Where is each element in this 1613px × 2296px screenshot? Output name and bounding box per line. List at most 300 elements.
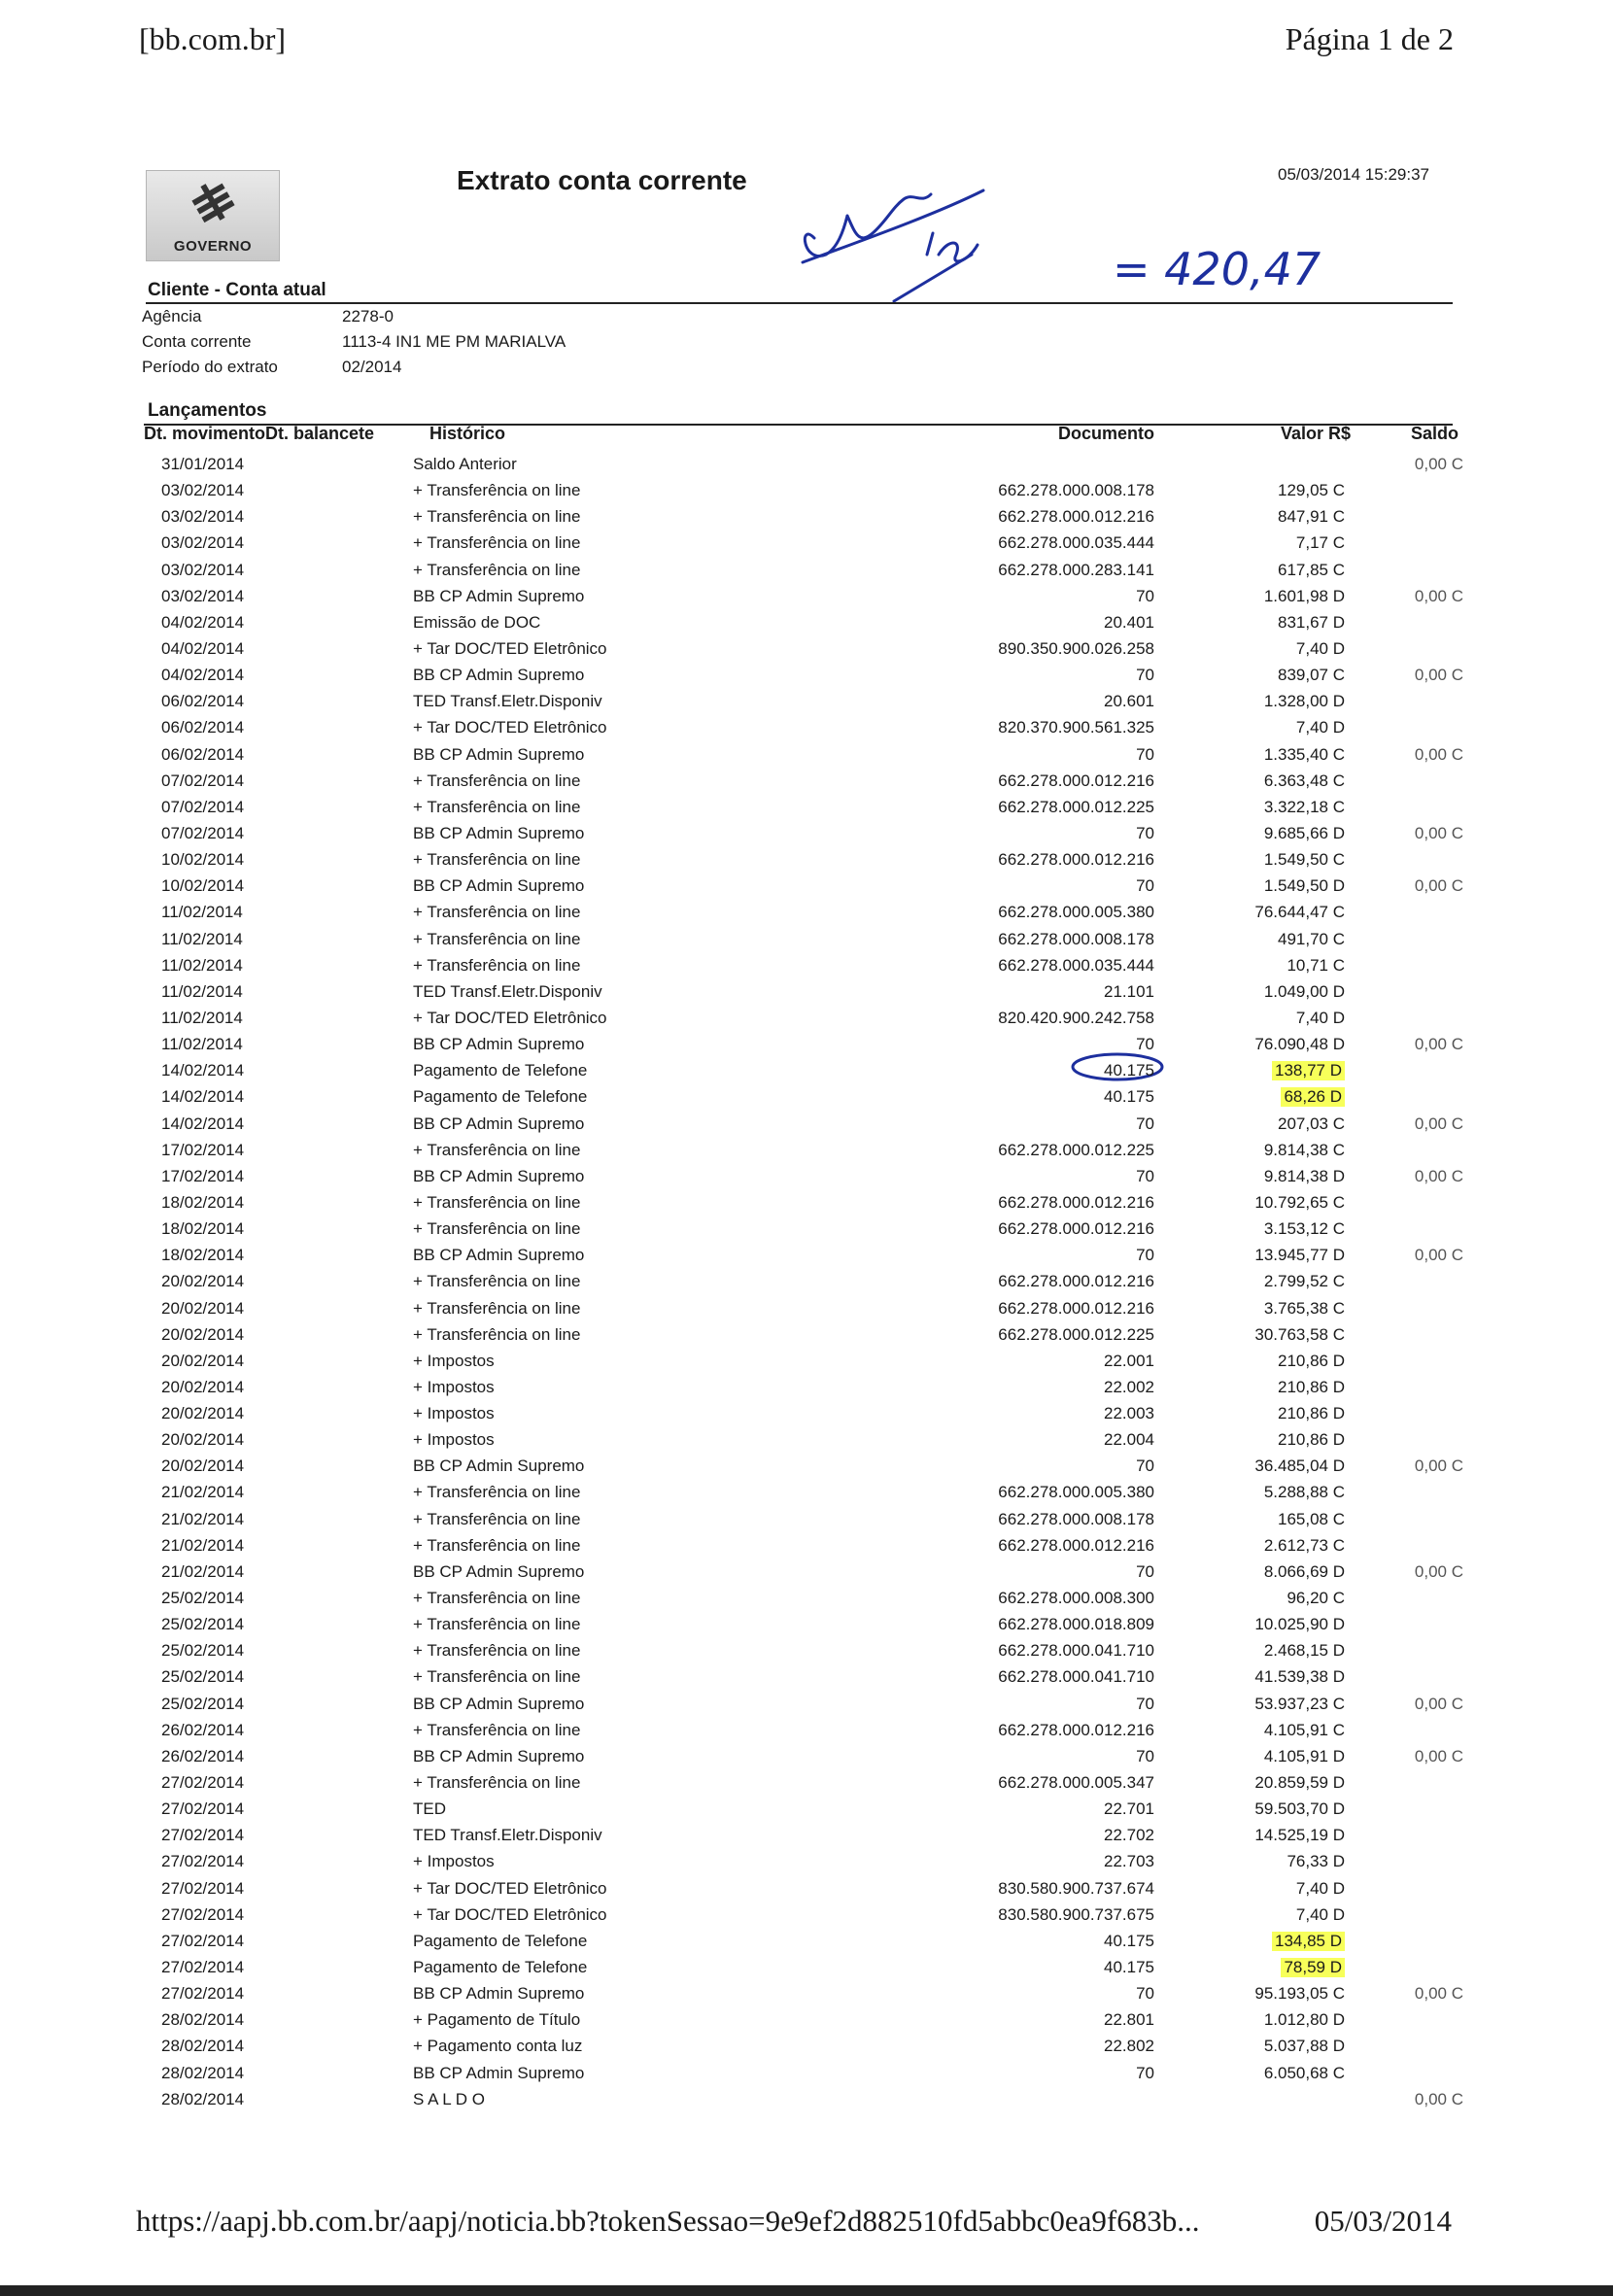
cell-historico: + Transferência on line [413,1509,581,1528]
cell-historico: + Impostos [413,1377,495,1396]
cell-historico: + Transferência on line [413,955,581,975]
footer-url: https://aapj.bb.com.br/aapj/noticia.bb?tokenSessao=9e9ef2d882510fd5abbc0ea9f683b... [136,2204,1200,2238]
cell-valor: 7,40 D [1295,638,1345,658]
cell-historico: + Tar DOC/TED Eletrônico [413,718,607,737]
cell-documento: 70 [1136,1456,1154,1476]
cell-historico: BB CP Admin Supremo [413,1035,585,1054]
cell-historico: + Transferência on line [413,1192,581,1212]
cell-date: 14/02/2014 [161,1114,245,1133]
cell-date: 27/02/2014 [161,1958,245,1977]
table-row [0,1692,1613,1718]
cell-date: 20/02/2014 [161,1456,245,1476]
table-row [0,1849,1613,1875]
cell-documento: 662.278.000.012.216 [998,850,1154,870]
cell-valor: 207,03 C [1278,1114,1345,1133]
page-title: Extrato conta corrente [457,165,747,195]
table-row [0,452,1613,478]
cell-documento: 662.278.000.012.216 [998,1272,1154,1291]
table-row [0,769,1613,795]
table-row [0,1955,1613,1981]
agencia-label: Agência [142,307,202,326]
table-row [0,1164,1613,1190]
cell-documento: 22.001 [1104,1351,1154,1370]
cell-historico: + Impostos [413,1351,495,1370]
cell-valor: 3.322,18 C [1263,797,1345,816]
cell-valor: 1.549,50 C [1263,850,1345,870]
table-row [0,1084,1613,1111]
cell-historico: BB CP Admin Supremo [413,823,585,842]
transactions-table [0,452,1613,2113]
cell-date: 25/02/2014 [161,1615,245,1634]
cell-date: 10/02/2014 [161,876,245,896]
cell-date: 11/02/2014 [161,903,243,922]
cell-historico: BB CP Admin Supremo [413,1746,585,1765]
cell-valor: 20.859,59 D [1254,1773,1345,1793]
cell-date: 28/02/2014 [161,2010,245,2030]
cell-valor: 839,07 C [1278,666,1345,685]
cell-valor: 3.765,38 C [1263,1298,1345,1318]
cell-valor: 95.193,05 C [1254,1984,1345,2004]
cell-documento: 22.003 [1104,1404,1154,1423]
cell-documento: 70 [1136,823,1154,842]
cell-date: 28/02/2014 [161,2037,245,2056]
cell-valor: 831,67 D [1278,612,1345,632]
cell-historico: BB CP Admin Supremo [413,666,585,685]
cell-saldo: 0,00 C [1414,455,1463,473]
cell-documento: 70 [1136,1561,1154,1581]
cell-documento: 70 [1136,1114,1154,1133]
table-row [0,636,1613,663]
cell-valor: 8.066,69 D [1263,1561,1345,1581]
cell-documento: 22.701 [1104,1799,1154,1819]
cell-date: 11/02/2014 [161,955,243,975]
cell-historico: + Transferência on line [413,533,581,553]
cell-documento: 70 [1136,1984,1154,2004]
table-row [0,1744,1613,1770]
cell-date: 27/02/2014 [161,1904,245,1924]
cell-documento: 70 [1136,1166,1154,1185]
cell-documento: 662.278.000.012.216 [998,1219,1154,1239]
cell-valor: 5.037,88 D [1263,2037,1345,2056]
cell-documento: 820.420.900.242.758 [998,1008,1154,1027]
cell-date: 03/02/2014 [161,586,245,605]
cell-date: 11/02/2014 [161,981,243,1001]
cell-date: 17/02/2014 [161,1140,245,1159]
table-row [0,953,1613,979]
cell-date: 20/02/2014 [161,1351,245,1370]
table-row [0,1427,1613,1454]
cell-valor: 59.503,70 D [1254,1799,1345,1819]
cell-historico: BB CP Admin Supremo [413,2063,585,2082]
cell-date: 20/02/2014 [161,1298,245,1318]
cell-saldo: 0,00 C [1414,1694,1463,1713]
cell-historico: BB CP Admin Supremo [413,876,585,896]
cell-documento: 20.601 [1104,692,1154,711]
cell-valor: 491,70 C [1278,929,1345,948]
cell-valor: 76.644,47 C [1254,903,1345,922]
table-row [0,1349,1613,1375]
cell-valor: 10,71 C [1287,955,1345,975]
cell-historico: + Transferência on line [413,850,581,870]
cell-documento: 70 [1136,2063,1154,2082]
cell-date: 21/02/2014 [161,1483,245,1502]
bb-logo-icon [188,177,238,227]
cell-documento: 662.278.000.012.216 [998,507,1154,527]
cell-documento: 662.278.000.018.809 [998,1615,1154,1634]
cell-valor: 4.105,91 D [1263,1746,1345,1765]
cell-historico: Saldo Anterior [413,455,517,473]
cell-date: 14/02/2014 [161,1087,245,1107]
table-row [0,1902,1613,1929]
cell-date: 28/02/2014 [161,2089,245,2108]
cell-valor: 210,86 D [1278,1351,1345,1370]
table-row [0,795,1613,821]
cell-documento: 662.278.000.005.380 [998,903,1154,922]
handwritten-total: = 420,47 [1113,243,1321,295]
table-row [0,558,1613,584]
cell-date: 04/02/2014 [161,612,245,632]
agencia-value: 2278-0 [342,307,394,326]
cell-documento: 662.278.000.012.225 [998,1324,1154,1344]
signature-scribble [803,190,983,301]
periodo-label: Período do extrato [142,358,278,376]
cell-valor: 7,40 D [1295,1904,1345,1924]
cell-historico: BB CP Admin Supremo [413,1561,585,1581]
cell-documento: 662.278.000.012.225 [998,797,1154,816]
cell-date: 20/02/2014 [161,1324,245,1344]
periodo-value: 02/2014 [342,358,402,376]
cell-historico: + Impostos [413,1852,495,1871]
cell-documento: 662.278.000.012.216 [998,1298,1154,1318]
table-row [0,1032,1613,1058]
logo-text: GOVERNO [173,238,253,255]
cell-historico: + Transferência on line [413,1483,581,1502]
table-row [0,1664,1613,1691]
cell-valor: 210,86 D [1278,1430,1345,1450]
cell-date: 25/02/2014 [161,1694,245,1713]
table-row [0,1797,1613,1823]
scan-edge [0,2285,1613,2296]
col-dt-movimento: Dt. movimento [144,424,266,443]
table-row [0,689,1613,715]
divider [146,302,1453,304]
cell-saldo: 0,00 C [1414,1035,1463,1054]
cell-historico: Pagamento de Telefone [413,1931,588,1950]
cell-valor: 4.105,91 C [1263,1720,1345,1739]
cell-historico: Pagamento de Telefone [413,1061,588,1080]
cell-documento: 21.101 [1104,981,1154,1001]
cell-saldo: 0,00 C [1414,1984,1463,2004]
cell-date: 20/02/2014 [161,1377,245,1396]
cell-valor: 76,33 D [1287,1852,1345,1871]
cell-documento: 662.278.000.035.444 [998,533,1154,553]
cell-valor: 5.288,88 C [1263,1483,1345,1502]
cell-saldo: 0,00 C [1414,1246,1463,1265]
cell-saldo: 0,00 C [1414,744,1463,764]
cell-valor: 2.468,15 D [1263,1641,1345,1661]
cell-valor: 10.025,90 D [1254,1615,1345,1634]
table-row [0,1823,1613,1849]
table-row [0,1612,1613,1638]
cell-date: 25/02/2014 [161,1667,245,1687]
cell-saldo: 0,00 C [1414,666,1463,685]
conta-value: 1113-4 IN1 ME PM MARIALVA [342,332,566,351]
table-row [0,2034,1613,2060]
cell-historico: + Tar DOC/TED Eletrônico [413,638,607,658]
cell-historico: + Transferência on line [413,1324,581,1344]
cell-documento: 890.350.900.026.258 [998,638,1154,658]
table-row [0,1638,1613,1664]
cell-documento: 22.004 [1104,1430,1154,1450]
cell-historico: TED [413,1799,446,1819]
cell-historico: + Transferência on line [413,507,581,527]
cell-documento: 22.802 [1104,2037,1154,2056]
cell-historico: + Tar DOC/TED Eletrônico [413,1904,607,1924]
cell-date: 11/02/2014 [161,1008,243,1027]
table-row [0,1401,1613,1427]
cell-date: 28/02/2014 [161,2063,245,2082]
cell-date: 03/02/2014 [161,481,245,500]
table-row [0,1006,1613,1032]
cell-saldo: 0,00 C [1414,1561,1463,1581]
table-row [0,742,1613,769]
cell-date: 07/02/2014 [161,823,245,842]
cell-date: 10/02/2014 [161,850,245,870]
cell-date: 27/02/2014 [161,1878,245,1898]
cell-documento: 662.278.000.008.178 [998,1509,1154,1528]
cell-historico: BB CP Admin Supremo [413,586,585,605]
table-row [0,1718,1613,1744]
table-row [0,610,1613,636]
col-historico: Histórico [429,424,506,443]
client-section-title: Cliente - Conta atual [148,280,326,300]
cell-documento: 40.175 [1104,1931,1154,1950]
cell-valor: 7,40 D [1295,1878,1345,1898]
cell-historico: Emissão de DOC [413,612,541,632]
cell-valor: 78,59 D [1281,1958,1345,1977]
cell-date: 06/02/2014 [161,744,245,764]
cell-saldo: 0,00 C [1414,1114,1463,1133]
cell-valor: 210,86 D [1278,1404,1345,1423]
cell-documento: 662.278.000.041.710 [998,1667,1154,1687]
cell-date: 18/02/2014 [161,1192,245,1212]
cell-valor: 9.814,38 D [1263,1166,1345,1185]
cell-historico: + Transferência on line [413,1667,581,1687]
lancamentos-title: Lançamentos [148,400,267,421]
cell-date: 25/02/2014 [161,1589,245,1608]
table-row [0,1559,1613,1586]
cell-historico: + Transferência on line [413,1272,581,1291]
table-row [0,1112,1613,1138]
table-row [0,1454,1613,1480]
cell-valor: 165,08 C [1278,1509,1345,1528]
cell-date: 11/02/2014 [161,929,243,948]
cell-historico: + Tar DOC/TED Eletrônico [413,1878,607,1898]
cell-date: 18/02/2014 [161,1246,245,1265]
cell-date: 03/02/2014 [161,507,245,527]
cell-date: 20/02/2014 [161,1430,245,1450]
table-row [0,2087,1613,2113]
cell-historico: + Pagamento conta luz [413,2037,583,2056]
cell-documento: 40.175 [1104,1087,1154,1107]
cell-documento: 662.278.000.008.178 [998,929,1154,948]
cell-valor: 1.049,00 D [1263,981,1345,1001]
cell-valor: 847,91 C [1278,507,1345,527]
cell-documento: 70 [1136,876,1154,896]
cell-historico: + Transferência on line [413,1720,581,1739]
cell-valor: 76.090,48 D [1254,1035,1345,1054]
cell-historico: Pagamento de Telefone [413,1958,588,1977]
cell-documento: 662.278.000.005.347 [998,1773,1154,1793]
table-row [0,584,1613,610]
cell-historico: BB CP Admin Supremo [413,1166,585,1185]
cell-date: 25/02/2014 [161,1641,245,1661]
cell-valor: 1.328,00 D [1263,692,1345,711]
cell-documento: 40.175 [1104,1061,1154,1080]
table-row [0,2007,1613,2034]
cell-saldo: 0,00 C [1414,1746,1463,1765]
cell-valor: 30.763,58 C [1254,1324,1345,1344]
cell-valor: 7,40 D [1295,718,1345,737]
cell-historico: + Transferência on line [413,1140,581,1159]
cell-saldo: 0,00 C [1414,1456,1463,1476]
cell-historico: + Transferência on line [413,1589,581,1608]
table-row [0,1217,1613,1243]
cell-historico: + Impostos [413,1404,495,1423]
cell-valor: 6.050,68 C [1263,2063,1345,2082]
cell-historico: BB CP Admin Supremo [413,1246,585,1265]
cell-historico: + Transferência on line [413,771,581,790]
table-row [0,821,1613,847]
cell-documento: 70 [1136,1035,1154,1054]
cell-valor: 2.799,52 C [1263,1272,1345,1291]
cell-valor: 210,86 D [1278,1377,1345,1396]
cell-historico: BB CP Admin Supremo [413,1984,585,2004]
header-page-number: Página 1 de 2 [1285,21,1454,56]
cell-date: 27/02/2014 [161,1826,245,1845]
cell-historico: + Transferência on line [413,560,581,579]
cell-date: 03/02/2014 [161,533,245,553]
cell-date: 27/02/2014 [161,1799,245,1819]
col-dt-balancete: Dt. balancete [265,424,375,443]
cell-date: 06/02/2014 [161,718,245,737]
table-row [0,1770,1613,1797]
cell-valor: 41.539,38 D [1254,1667,1345,1687]
cell-documento: 22.703 [1104,1852,1154,1871]
cell-saldo: 0,00 C [1414,1166,1463,1185]
cell-date: 17/02/2014 [161,1166,245,1185]
cell-valor: 68,26 D [1281,1087,1345,1107]
cell-valor: 1.012,80 D [1263,2010,1345,2030]
cell-historico: BB CP Admin Supremo [413,744,585,764]
cell-valor: 10.792,65 C [1254,1192,1345,1212]
cell-date: 18/02/2014 [161,1219,245,1239]
cell-valor: 617,85 C [1278,560,1345,579]
cell-documento: 662.278.000.283.141 [998,560,1154,579]
cell-valor: 14.525,19 D [1254,1826,1345,1845]
cell-documento: 662.278.000.041.710 [998,1641,1154,1661]
cell-historico: BB CP Admin Supremo [413,1694,585,1713]
cell-date: 20/02/2014 [161,1404,245,1423]
cell-valor: 36.485,04 D [1254,1456,1345,1476]
cell-documento: 830.580.900.737.675 [998,1904,1154,1924]
cell-documento: 820.370.900.561.325 [998,718,1154,737]
cell-documento: 662.278.000.035.444 [998,955,1154,975]
table-row [0,1322,1613,1349]
cell-valor: 9.814,38 C [1263,1140,1345,1159]
cell-date: 04/02/2014 [161,638,245,658]
cell-historico: + Tar DOC/TED Eletrônico [413,1008,607,1027]
cell-date: 14/02/2014 [161,1061,245,1080]
cell-date: 27/02/2014 [161,1852,245,1871]
cell-valor: 1.601,98 D [1263,586,1345,605]
table-row [0,1375,1613,1401]
cell-saldo: 0,00 C [1414,876,1463,896]
cell-historico: + Transferência on line [413,1298,581,1318]
table-row [0,927,1613,953]
col-valor: Valor R$ [1280,424,1351,443]
cell-valor: 129,05 C [1278,481,1345,500]
cell-date: 04/02/2014 [161,666,245,685]
header-site: [bb.com.br] [139,21,287,56]
cell-date: 26/02/2014 [161,1720,245,1739]
table-row [0,1269,1613,1295]
cell-documento: 70 [1136,1246,1154,1265]
cell-documento: 22.702 [1104,1826,1154,1845]
cell-historico: + Pagamento de Título [413,2010,581,2030]
cell-date: 03/02/2014 [161,560,245,579]
cell-date: 07/02/2014 [161,771,245,790]
cell-historico: TED Transf.Eletr.Disponiv [413,1826,602,1845]
cell-documento: 662.278.000.008.300 [998,1589,1154,1608]
cell-historico: TED Transf.Eletr.Disponiv [413,692,602,711]
cell-historico: BB CP Admin Supremo [413,1456,585,1476]
cell-date: 20/02/2014 [161,1272,245,1291]
cell-valor: 1.549,50 D [1263,876,1345,896]
cell-documento: 662.278.000.005.380 [998,1483,1154,1502]
cell-historico: + Transferência on line [413,1219,581,1239]
table-row [0,847,1613,874]
table-row [0,1138,1613,1164]
table-row [0,531,1613,557]
cell-historico: Pagamento de Telefone [413,1087,588,1107]
cell-historico: BB CP Admin Supremo [413,1114,585,1133]
cell-date: 21/02/2014 [161,1561,245,1581]
cell-historico: + Transferência on line [413,903,581,922]
table-row [0,715,1613,741]
cell-historico: + Transferência on line [413,929,581,948]
table-row [0,1929,1613,1955]
table-row [0,900,1613,926]
table-row [0,1480,1613,1506]
table-row [0,874,1613,900]
table-row [0,1296,1613,1322]
cell-date: 06/02/2014 [161,692,245,711]
cell-valor: 13.945,77 D [1254,1246,1345,1265]
cell-historico: + Transferência on line [413,1615,581,1634]
cell-documento: 662.278.000.012.216 [998,771,1154,790]
cell-historico: + Transferência on line [413,1535,581,1555]
cell-valor: 7,17 C [1295,533,1345,553]
cell-documento: 662.278.000.012.225 [998,1140,1154,1159]
cell-valor: 3.153,12 C [1263,1219,1345,1239]
cell-documento: 70 [1136,1694,1154,1713]
cell-valor: 1.335,40 C [1263,744,1345,764]
cell-date: 26/02/2014 [161,1746,245,1765]
cell-historico: TED Transf.Eletr.Disponiv [413,981,602,1001]
cell-valor: 6.363,48 C [1263,771,1345,790]
cell-valor: 134,85 D [1272,1932,1345,1951]
